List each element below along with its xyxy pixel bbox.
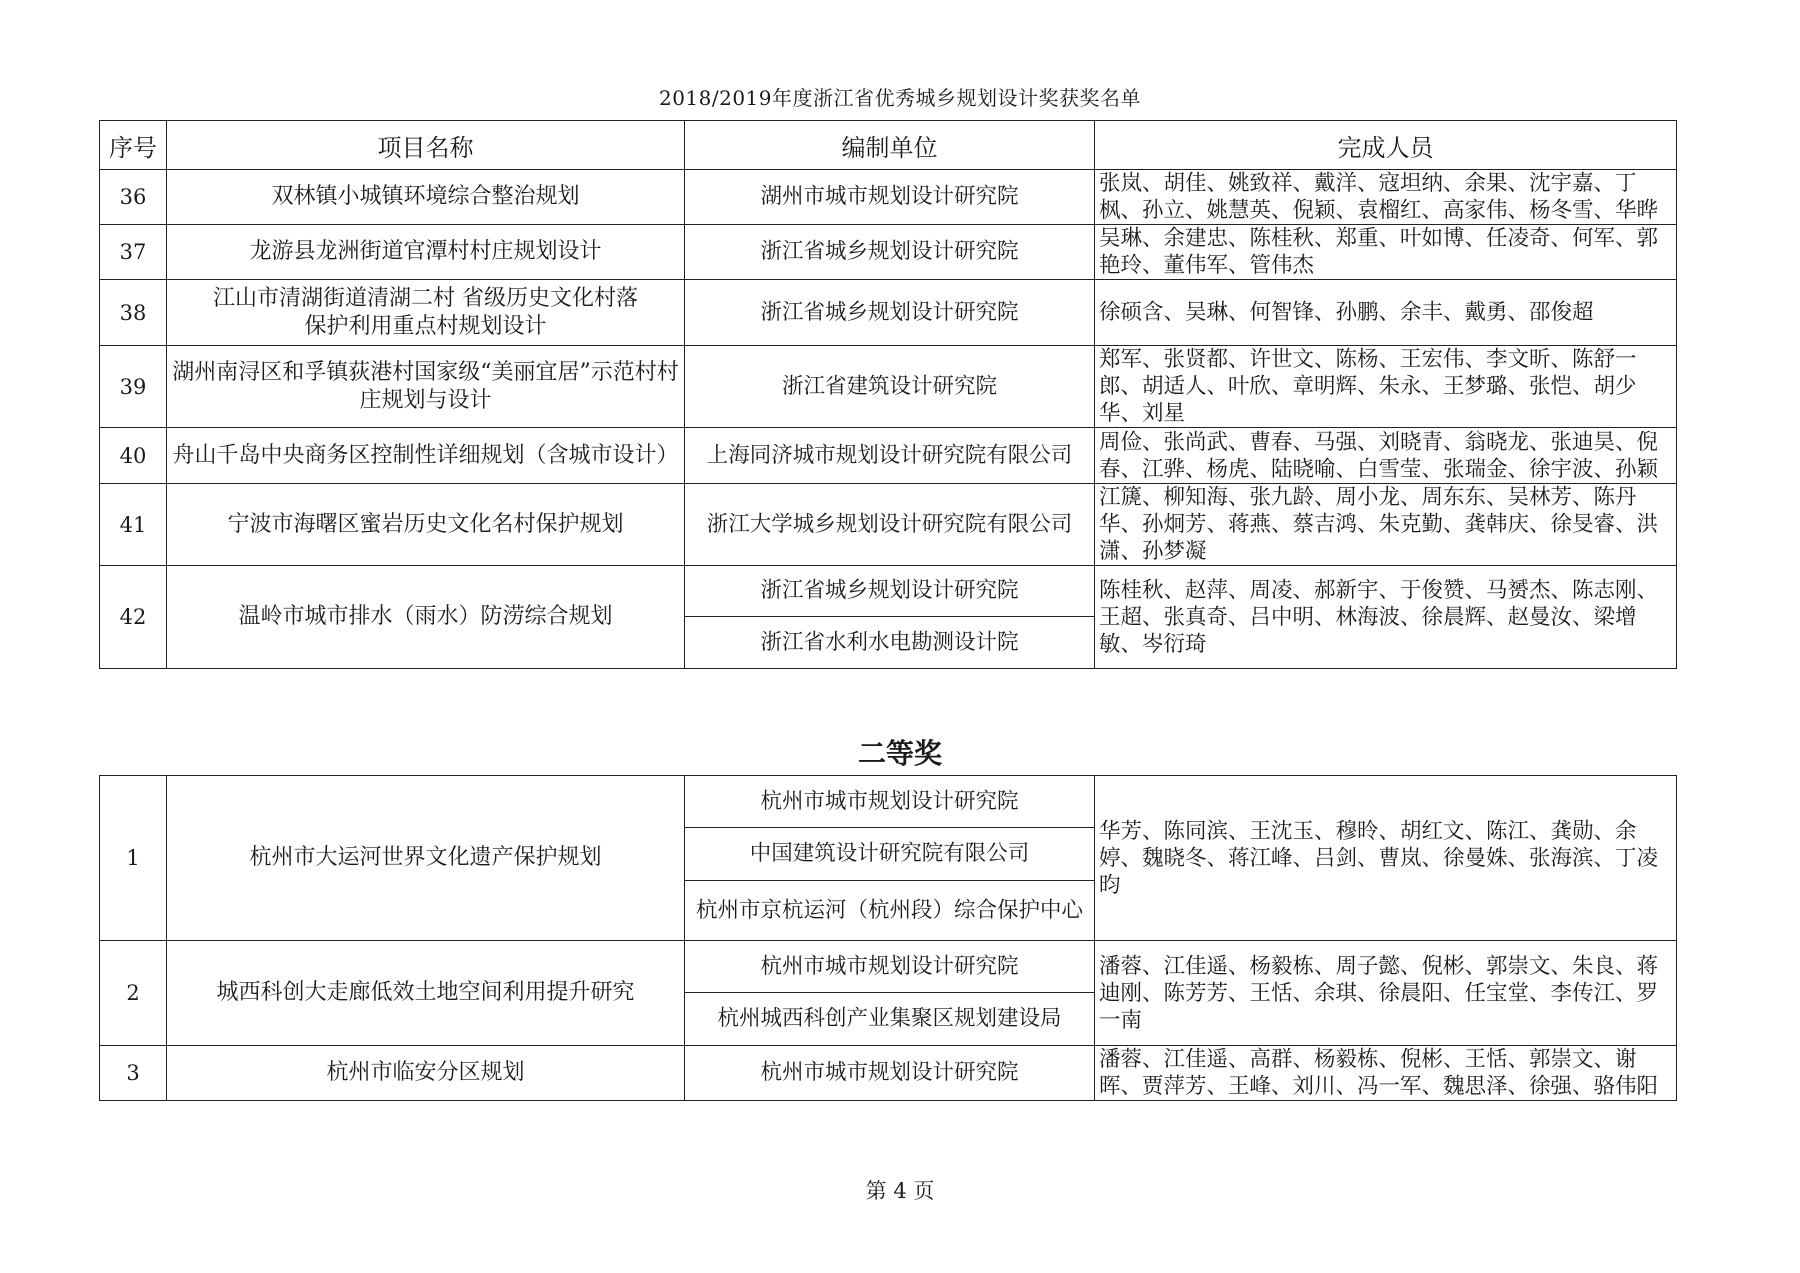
table-row: [100, 170, 1677, 225]
header-unit: 编制单位: [685, 121, 1095, 170]
table-row: [100, 346, 1677, 428]
project-cell: 江山市清湖街道清湖二村 省级历史文化村落保护利用重点村规划设计: [167, 280, 685, 346]
award-table-first: [99, 120, 1677, 669]
unit-cell: 浙江省建筑设计研究院: [685, 346, 1095, 428]
people-cell: 陈桂秋、赵萍、周凌、郝新宇、于俊赞、马赟杰、陈志刚、王超、张真奇、吕中明、林海波、徐晨辉、赵曼汝、梁增敏、岑衍琦: [1095, 566, 1677, 669]
unit-cell: 上海同济城市规划设计研究院有限公司: [685, 428, 1095, 484]
table-row: [100, 280, 1677, 346]
seq-cell: 3: [100, 1046, 167, 1101]
project-cell: 温岭市城市排水（雨水）防涝综合规划: [167, 566, 685, 669]
people-cell: 周俭、张尚武、曹春、马强、刘晓青、翁晓龙、张迪昊、倪春、江骅、杨虎、陆晓喻、白雪莹、张瑞金、徐宇波、孙颖: [1095, 428, 1677, 484]
people-cell: 江篪、柳知海、张九龄、周小龙、周东东、吴林芳、陈丹华、孙炯芳、蒋燕、蔡吉鸿、朱克勤、龚韩庆、徐旻睿、洪潇、孙梦凝: [1095, 484, 1677, 566]
people-cell: 张岚、胡佳、姚致祥、戴洋、寇坦纳、余果、沈宇嘉、丁枫、孙立、姚慧英、倪颖、袁榴红、高家伟、杨冬雪、华晔: [1095, 170, 1677, 225]
people-cell: 徐硕含、吴琳、何智锋、孙鹏、余丰、戴勇、邵俊超: [1095, 280, 1677, 346]
project-cell: 杭州市大运河世界文化遗产保护规划: [167, 776, 685, 941]
unit-cell: 杭州市城市规划设计研究院: [685, 776, 1095, 828]
project-cell: 宁波市海曙区蜜岩历史文化名村保护规划: [167, 484, 685, 566]
table-row: [100, 941, 1677, 993]
seq-cell: 40: [100, 428, 167, 484]
section-title-second-prize: 二等奖: [857, 737, 942, 770]
unit-cell: 浙江省城乡规划设计研究院: [685, 225, 1095, 280]
table-row: [100, 776, 1677, 828]
seq-cell: 42: [100, 566, 167, 669]
seq-cell: 36: [100, 170, 167, 225]
table-row: [100, 1046, 1677, 1101]
unit-cell: 中国建筑设计研究院有限公司: [685, 828, 1095, 881]
table-row: [100, 484, 1677, 566]
unit-cell: 浙江省城乡规划设计研究院: [685, 566, 1095, 617]
project-cell: 城西科创大走廊低效土地空间利用提升研究: [167, 941, 685, 1046]
seq-cell: 41: [100, 484, 167, 566]
unit-cell: 浙江大学城乡规划设计研究院有限公司: [685, 484, 1095, 566]
people-cell: 华芳、陈同滨、王沈玉、穆昤、胡红文、陈江、龚勋、余婷、魏晓冬、蒋江峰、吕剑、曹岚、徐曼姝、张海滨、丁凌昀: [1095, 776, 1677, 941]
table-row: [100, 566, 1677, 617]
table-row: [100, 428, 1677, 484]
unit-cell: 浙江省水利水电勘测设计院: [685, 617, 1095, 669]
people-cell: 潘蓉、江佳遥、杨毅栋、周子懿、倪彬、郭崇文、朱良、蒋迪刚、陈芳芳、王恬、余琪、徐晨阳、任宝堂、李传江、罗一南: [1095, 941, 1677, 1046]
people-cell: 郑军、张贤都、许世文、陈杨、王宏伟、李文昕、陈舒一郎、胡适人、叶欣、章明辉、朱永、王梦璐、张恺、胡少华、刘星: [1095, 346, 1677, 428]
project-cell: 杭州市临安分区规划: [167, 1046, 685, 1101]
project-cell: 双林镇小城镇环境综合整治规划: [167, 170, 685, 225]
header-people: 完成人员: [1095, 121, 1677, 170]
unit-cell: 湖州市城市规划设计研究院: [685, 170, 1095, 225]
seq-cell: 1: [100, 776, 167, 941]
seq-cell: 39: [100, 346, 167, 428]
document-title: 2018/2019年度浙江省优秀城乡规划设计奖获奖名单: [658, 86, 1142, 110]
people-cell: 吴琳、余建忠、陈桂秋、郑重、叶如博、任凌奇、何军、郭艳玲、董伟军、管伟杰: [1095, 225, 1677, 280]
project-cell: 龙游县龙洲街道官潭村村庄规划设计: [167, 225, 685, 280]
unit-cell: 杭州市城市规划设计研究院: [685, 941, 1095, 993]
unit-cell: 杭州城西科创产业集聚区规划建设局: [685, 993, 1095, 1046]
unit-cell: 杭州市京杭运河（杭州段）综合保护中心: [685, 881, 1095, 941]
seq-cell: 2: [100, 941, 167, 1046]
unit-cell: 浙江省城乡规划设计研究院: [685, 280, 1095, 346]
people-cell: 潘蓉、江佳遥、高群、杨毅栋、倪彬、王恬、郭崇文、谢晖、贾萍芳、王峰、刘川、冯一军、魏思泽、徐强、骆伟阳: [1095, 1046, 1677, 1101]
seq-cell: 37: [100, 225, 167, 280]
header-seq: 序号: [100, 121, 167, 170]
table-row: [100, 225, 1677, 280]
table-header-row: [100, 121, 1677, 170]
seq-cell: 38: [100, 280, 167, 346]
header-project: 项目名称: [167, 121, 685, 170]
project-cell: 湖州南浔区和孚镇荻港村国家级“美丽宜居”示范村村庄规划与设计: [167, 346, 685, 428]
award-table-second: [99, 775, 1677, 1101]
page-number: 第 4 页: [865, 1179, 935, 1203]
project-cell: 舟山千岛中央商务区控制性详细规划（含城市设计）: [167, 428, 685, 484]
unit-cell: 杭州市城市规划设计研究院: [685, 1046, 1095, 1101]
